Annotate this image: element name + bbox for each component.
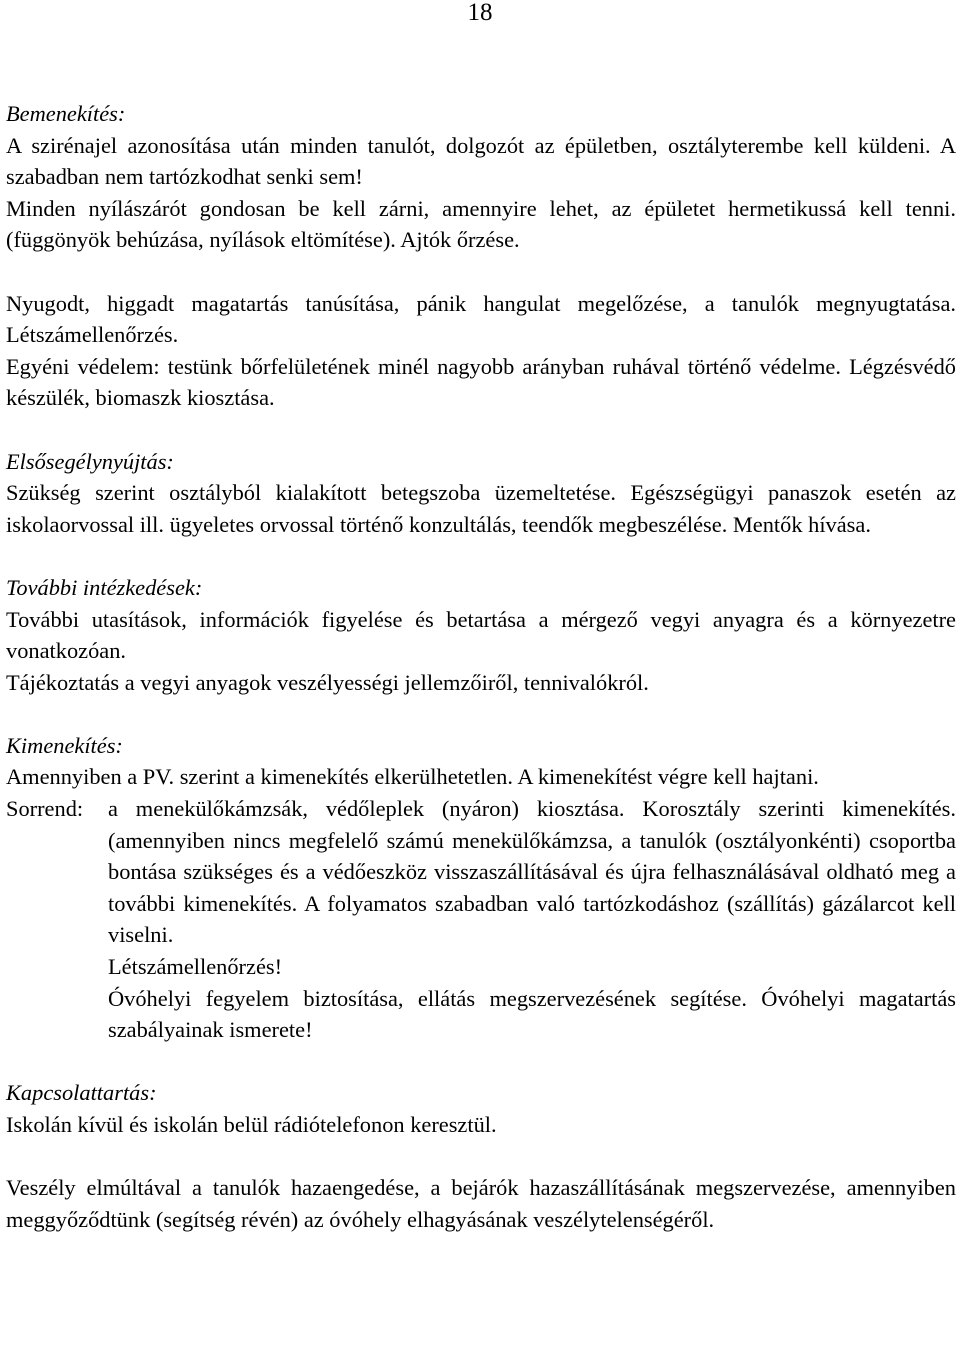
document-body [6,98,956,1235]
section-heading: Kapcsolattartás: [6,1080,157,1106]
section-bemenekites [6,98,956,414]
section-heading: Kimenekítés: [6,732,123,758]
paragraph: Iskolán kívül és iskolán belül rádiótelefonon keresztül. [6,1112,497,1137]
sorrend-text: a menekülőkámzsák, védőleplek (nyáron) kiosztása. Korosztály szerinti kimenekítés. (amennyiben nincs megfelelő számú menekülőkámzsa, a tanulók (osztályonkénti) csoportba bontása szükséges és a védőeszköz visszaszállításával és újra felhasználásával oldható meg a további kimenekítés. A folyamatos szabadban való tartózkodáshoz (szállítás) gázálarcot kell viselni. [108,796,956,948]
paragraph: Minden nyílászárót gondosan be kell zárni, amennyire lehet, az épületet hermetikussá kell tenni. (függönyök behúzása, nyílások eltömítése). Ajtók őrzése. [6,195,956,253]
section-kimenekites [6,730,956,1046]
section-heading: Elsősegélynyújtás: [6,448,174,474]
paragraph: Veszély elmúltával a tanulók hazaengedése, a bejárók hazaszállításának megszervezése, amennyiben meggyőződtünk (segítség révén) az óvóhely elhagyásának veszélytelenségéről. [6,1175,956,1232]
paragraph: A szirénajel azonosítása után minden tanulót, dolgozót az épületben, osztályterembe kell küldeni. A szabadban nem tartózkodhat senki sem! [6,132,956,190]
sorrend-row [6,793,956,951]
section-zaro [6,1172,956,1235]
paragraph: Amennyiben a PV. szerint a kimenekítés elkerülhetetlen. A kimenekítést végre kell hajtani. [6,764,819,790]
paragraph: Egyéni védelem: testünk bőrfelületének minél nagyobb arányban ruhával történő védelme. Légzésvédő készülék, biomaszk kiosztása. [6,353,956,411]
letszam-text: Létszámellenőrzés! [108,954,283,980]
ovohely-text: Óvóhelyi fegyelem biztosítása, ellátás megszervezésének segítése. Óvóhelyi magatartás szabályainak ismerete! [108,985,956,1043]
section-heading: További intézkedések: [6,574,203,600]
section-tovabbi-intezkedesek [6,572,956,698]
paragraph: Szükség szerint osztályból kialakított betegszoba üzemeltetése. Egészségügyi panaszok esetén az iskolaorvossal ill. ügyeletes orvossal történő konzultálás, teendők megbeszélése. Mentők hívása. [6,480,956,537]
paragraph: Nyugodt, higgadt magatartás tanúsítása, pánik hangulat megelőzése, a tanulók megnyugtatása. Létszámellenőrzés. [6,290,956,348]
section-elsosegely [6,446,956,541]
paragraph: További utasítások, információk figyelése és betartása a mérgező vegyi anyagra és a környezetre vonatkozóan. [6,606,956,664]
section-kapcsolattartas [6,1077,956,1140]
section-heading: Bemenekítés: [6,101,126,126]
paragraph: Tájékoztatás a vegyi anyagok veszélyességi jellemzőiről, tennivalókról. [6,669,649,695]
sorrend-label: Sorrend: [6,796,84,822]
page-number: 18 [467,0,493,26]
